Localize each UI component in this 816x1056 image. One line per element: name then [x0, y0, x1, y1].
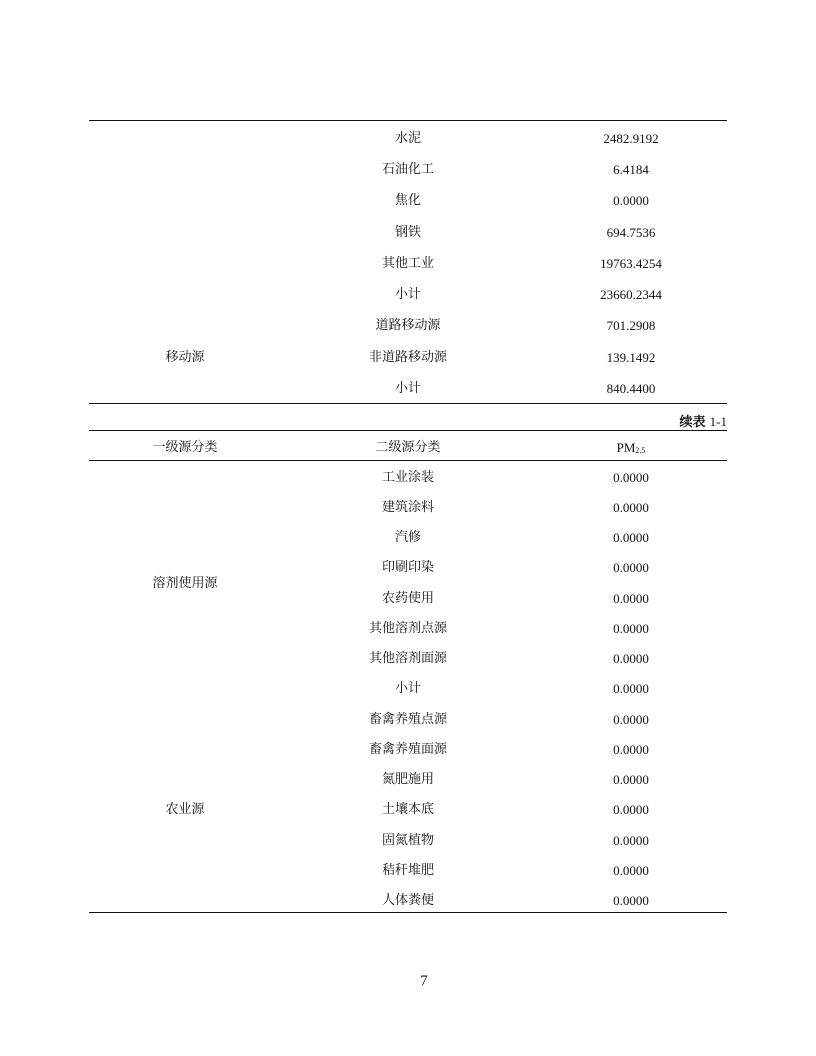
- value-cell: 0.0000: [613, 712, 649, 727]
- header-bottom-rule: [89, 460, 727, 461]
- value-cell: 840.4400: [606, 381, 656, 396]
- header-primary-category: 一级源分类: [152, 440, 218, 455]
- continuation-label: [680, 414, 728, 431]
- table-bottom-rule: [89, 403, 727, 404]
- value-cell: 23660.2344: [600, 287, 662, 302]
- value-cell: 0.0000: [613, 193, 649, 208]
- value-cell: 0.0000: [613, 530, 649, 545]
- value-cell: 19763.4254: [600, 256, 662, 271]
- subcategory-cell: 其他工业: [381, 256, 435, 271]
- subcategory-cell: 其他溶剂面源: [368, 651, 448, 666]
- subcategory-cell: 道路移动源: [375, 318, 441, 333]
- subcategory-cell: 水泥: [394, 131, 422, 146]
- value-cell: 0.0000: [613, 500, 649, 515]
- subcategory-cell: 汽修: [394, 530, 422, 545]
- subcategory-cell: 畜禽养殖点源: [368, 712, 448, 727]
- value-cell: 0.0000: [613, 742, 649, 757]
- value-cell: 0.0000: [613, 651, 649, 666]
- value-cell: 0.0000: [613, 621, 649, 636]
- group-label-agriculture: 农业源: [165, 802, 205, 817]
- value-cell: 0.0000: [613, 893, 649, 908]
- subcategory-cell: 土壤本底: [381, 802, 435, 817]
- subcategory-cell: 建筑涂料: [381, 500, 435, 515]
- group-label-solvent: 溶剂使用源: [152, 576, 218, 591]
- table-end-rule: [89, 912, 727, 913]
- pm-label: PM: [616, 440, 636, 455]
- page-number: 7: [420, 973, 428, 989]
- value-cell: 6.4184: [613, 162, 649, 177]
- header-top-rule: [89, 430, 727, 431]
- subcategory-cell: 小计: [394, 287, 422, 302]
- subcategory-cell: 固氮植物: [381, 833, 435, 848]
- subcategory-cell: 焦化: [394, 193, 422, 208]
- continuation-text: 续表: [679, 415, 706, 430]
- subcategory-cell: 印刷印染: [381, 560, 435, 575]
- value-cell: 0.0000: [613, 833, 649, 848]
- subcategory-cell: 非道路移动源: [368, 350, 448, 365]
- subcategory-cell: 畜禽养殖面源: [368, 742, 448, 757]
- subcategory-cell: 其他溶剂点源: [368, 621, 448, 636]
- value-cell: 0.0000: [613, 560, 649, 575]
- value-cell: 0.0000: [613, 470, 649, 485]
- subcategory-cell: 小计: [394, 681, 422, 696]
- subcategory-cell: 氮肥施用: [381, 772, 435, 787]
- value-cell: 0.0000: [613, 772, 649, 787]
- value-cell: 694.7536: [606, 225, 656, 240]
- table-top-rule: [89, 120, 727, 121]
- subcategory-cell: 小计: [394, 381, 422, 396]
- header-pm25: [617, 440, 646, 459]
- value-cell: 2482.9192: [603, 131, 659, 146]
- subcategory-cell: 秸秆堆肥: [381, 863, 435, 878]
- subcategory-cell: 农药使用: [381, 591, 435, 606]
- subcategory-cell: 工业涂装: [381, 470, 435, 485]
- header-secondary-category: 二级源分类: [375, 440, 441, 455]
- continuation-number: 1-1: [709, 414, 727, 429]
- value-cell: 701.2908: [606, 318, 656, 333]
- group-label-mobile: 移动源: [165, 350, 205, 365]
- subcategory-cell: 人体粪便: [381, 893, 435, 908]
- subcategory-cell: 钢铁: [394, 225, 422, 240]
- value-cell: 0.0000: [613, 802, 649, 817]
- pm-subscript: 2.5: [635, 446, 646, 455]
- value-cell: 139.1492: [606, 350, 656, 365]
- value-cell: 0.0000: [613, 863, 649, 878]
- subcategory-cell: 石油化工: [381, 162, 435, 177]
- value-cell: 0.0000: [613, 681, 649, 696]
- value-cell: 0.0000: [613, 591, 649, 606]
